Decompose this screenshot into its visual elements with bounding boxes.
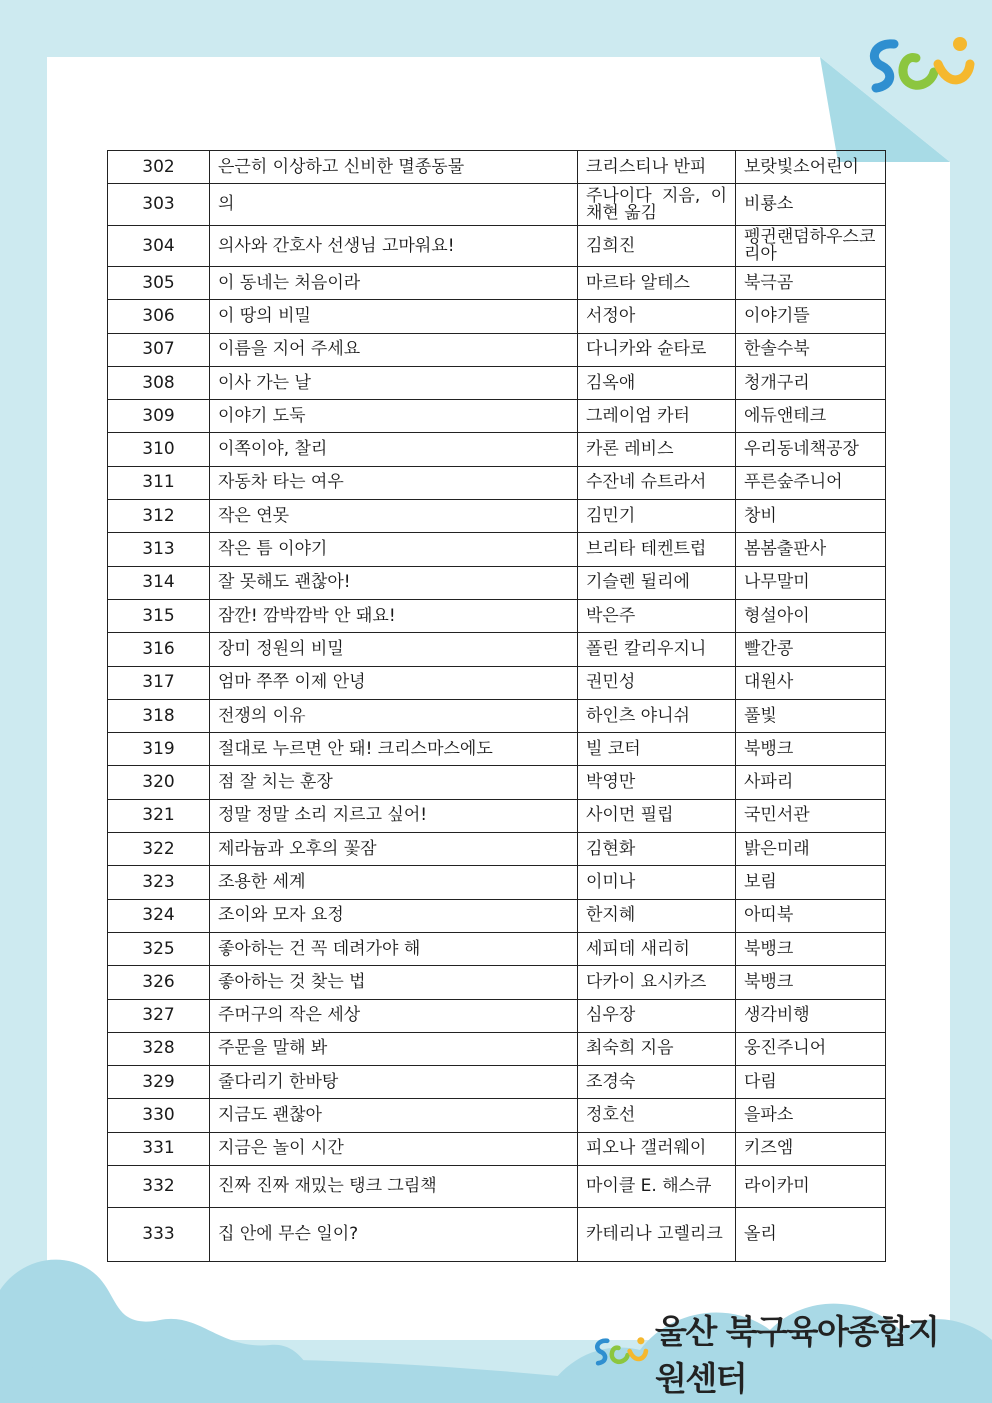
book-title: 제라늄과 오후의 꽃잠 — [210, 833, 578, 866]
book-publisher: 에듀앤테크 — [736, 400, 886, 433]
book-publisher: 형설아이 — [736, 599, 886, 632]
book-title: 작은 연못 — [210, 500, 578, 533]
book-number: 303 — [108, 184, 210, 226]
book-author: 박영만 — [578, 766, 736, 799]
book-author: 이미나 — [578, 866, 736, 899]
book-title: 엄마 쭈쭈 이제 안녕 — [210, 666, 578, 699]
book-publisher: 보랏빛소어린이 — [736, 151, 886, 184]
book-publisher: 북뱅크 — [736, 733, 886, 766]
table-row — [108, 999, 886, 1032]
table-row — [108, 799, 886, 832]
book-title: 좋아하는 것 찾는 법 — [210, 966, 578, 999]
book-publisher: 청개구리 — [736, 366, 886, 399]
table-row — [108, 699, 886, 732]
book-author: 하인츠 야니쉬 — [578, 699, 736, 732]
table-row — [108, 866, 886, 899]
book-title: 점 잘 치는 훈장 — [210, 766, 578, 799]
book-number: 324 — [108, 899, 210, 932]
table-row — [108, 267, 886, 300]
book-number: 330 — [108, 1099, 210, 1132]
table-row — [108, 366, 886, 399]
table-row — [108, 666, 886, 699]
center-logo-icon — [864, 34, 980, 102]
book-publisher: 봄봄출판사 — [736, 533, 886, 566]
book-number: 328 — [108, 1032, 210, 1065]
book-title: 잘 못해도 괜찮아! — [210, 566, 578, 599]
book-author: 김희진 — [578, 226, 736, 267]
book-author: 수잔네 슈트라서 — [578, 466, 736, 499]
table-row — [108, 1166, 886, 1208]
book-author: 다니카와 슌타로 — [578, 333, 736, 366]
table-row — [108, 533, 886, 566]
book-author: 빌 코터 — [578, 733, 736, 766]
book-publisher: 사파리 — [736, 766, 886, 799]
book-publisher: 키즈엠 — [736, 1132, 886, 1165]
book-number: 318 — [108, 699, 210, 732]
book-title: 이름을 지어 주세요 — [210, 333, 578, 366]
book-publisher: 북극곰 — [736, 267, 886, 300]
book-author: 카론 레비스 — [578, 433, 736, 466]
book-number: 312 — [108, 500, 210, 533]
book-number: 315 — [108, 599, 210, 632]
book-title: 장미 정원의 비밀 — [210, 633, 578, 666]
table-row — [108, 899, 886, 932]
book-number: 311 — [108, 466, 210, 499]
book-title: 절대로 누르면 안 돼! 크리스마스에도 — [210, 733, 578, 766]
book-author: 정호선 — [578, 1099, 736, 1132]
book-number: 313 — [108, 533, 210, 566]
book-author: 김현화 — [578, 833, 736, 866]
book-publisher: 창비 — [736, 500, 886, 533]
book-title: 이사 가는 날 — [210, 366, 578, 399]
book-author: 최숙희 지음 — [578, 1032, 736, 1065]
table-row — [108, 766, 886, 799]
book-title: 작은 틈 이야기 — [210, 533, 578, 566]
table-row — [108, 300, 886, 333]
book-number: 307 — [108, 333, 210, 366]
book-publisher: 대원사 — [736, 666, 886, 699]
book-title: 이야기 도둑 — [210, 400, 578, 433]
book-author: 브리타 테켄트럽 — [578, 533, 736, 566]
book-list-table — [107, 150, 886, 1262]
book-number: 327 — [108, 999, 210, 1032]
book-number: 302 — [108, 151, 210, 184]
book-number: 304 — [108, 226, 210, 267]
table-row — [108, 1099, 886, 1132]
book-publisher: 펭귄랜덤하우스코리아 — [736, 226, 886, 267]
table-row — [108, 1032, 886, 1065]
book-title: 은근히 이상하고 신비한 멸종동물 — [210, 151, 578, 184]
book-number: 331 — [108, 1132, 210, 1165]
book-author: 크리스티나 반피 — [578, 151, 736, 184]
book-title: 주머구의 작은 세상 — [210, 999, 578, 1032]
book-author: 서정아 — [578, 300, 736, 333]
book-number: 314 — [108, 566, 210, 599]
book-title: 의 — [210, 184, 578, 226]
book-title: 전쟁의 이유 — [210, 699, 578, 732]
book-title: 자동차 타는 여우 — [210, 466, 578, 499]
book-author: 그레이엄 카터 — [578, 400, 736, 433]
table-row — [108, 400, 886, 433]
book-number: 333 — [108, 1208, 210, 1262]
book-title: 진짜 진짜 재밌는 탱크 그림책 — [210, 1166, 578, 1208]
book-number: 332 — [108, 1166, 210, 1208]
table-row — [108, 1066, 886, 1099]
table-row — [108, 733, 886, 766]
book-number: 316 — [108, 633, 210, 666]
table-row — [108, 500, 886, 533]
book-title: 이쪽이야, 찰리 — [210, 433, 578, 466]
table-row — [108, 1132, 886, 1165]
book-author: 조경숙 — [578, 1066, 736, 1099]
book-author: 박은주 — [578, 599, 736, 632]
book-publisher: 보림 — [736, 866, 886, 899]
book-number: 320 — [108, 766, 210, 799]
book-publisher: 을파소 — [736, 1099, 886, 1132]
book-title: 지금도 괜찮아 — [210, 1099, 578, 1132]
book-number: 323 — [108, 866, 210, 899]
book-publisher: 이야기뜰 — [736, 300, 886, 333]
table-row — [108, 566, 886, 599]
book-number: 308 — [108, 366, 210, 399]
table-row — [108, 599, 886, 632]
book-title: 잠깐! 깜박깜박 안 돼요! — [210, 599, 578, 632]
book-author: 기슬렌 뒬리에 — [578, 566, 736, 599]
book-title: 조이와 모자 요정 — [210, 899, 578, 932]
book-number: 321 — [108, 799, 210, 832]
book-author: 마이클 E. 해스큐 — [578, 1166, 736, 1208]
book-title: 이 동네는 처음이라 — [210, 267, 578, 300]
book-author: 권민성 — [578, 666, 736, 699]
book-publisher: 풀빛 — [736, 699, 886, 732]
book-publisher: 라이카미 — [736, 1166, 886, 1208]
book-publisher: 다림 — [736, 1066, 886, 1099]
table-row — [108, 833, 886, 866]
book-title: 조용한 세계 — [210, 866, 578, 899]
book-author: 사이먼 필립 — [578, 799, 736, 832]
book-number: 309 — [108, 400, 210, 433]
table-row — [108, 433, 886, 466]
footer-brand — [592, 1312, 962, 1398]
book-publisher: 웅진주니어 — [736, 1032, 886, 1065]
book-author: 폴린 칼리우지니 — [578, 633, 736, 666]
table-row — [108, 333, 886, 366]
book-publisher: 생각비행 — [736, 999, 886, 1032]
book-author: 마르타 알테스 — [578, 267, 736, 300]
book-number: 306 — [108, 300, 210, 333]
book-publisher: 북뱅크 — [736, 932, 886, 965]
book-publisher: 한솔수북 — [736, 333, 886, 366]
book-number: 317 — [108, 666, 210, 699]
table-row — [108, 966, 886, 999]
book-publisher: 나무말미 — [736, 566, 886, 599]
table-row — [108, 151, 886, 184]
footer-logo-icon — [592, 1325, 651, 1381]
book-publisher: 비룡소 — [736, 184, 886, 226]
book-publisher: 푸른숲주니어 — [736, 466, 886, 499]
book-number: 310 — [108, 433, 210, 466]
book-title: 이 땅의 비밀 — [210, 300, 578, 333]
book-number: 305 — [108, 267, 210, 300]
book-author: 심우장 — [578, 999, 736, 1032]
book-title: 정말 정말 소리 지르고 싶어! — [210, 799, 578, 832]
book-title: 의사와 간호사 선생님 고마워요! — [210, 226, 578, 267]
book-number: 326 — [108, 966, 210, 999]
book-title: 줄다리기 한바탕 — [210, 1066, 578, 1099]
org-name: 울산 북구육아종합지원센터 — [655, 1312, 939, 1398]
table-row — [108, 226, 886, 267]
book-publisher: 올리 — [736, 1208, 886, 1262]
book-author: 김민기 — [578, 500, 736, 533]
book-number: 329 — [108, 1066, 210, 1099]
table-row — [108, 184, 886, 226]
book-title: 집 안에 무슨 일이? — [210, 1208, 578, 1262]
book-author: 세피데 새리히 — [578, 932, 736, 965]
book-publisher: 밝은미래 — [736, 833, 886, 866]
book-publisher: 아띠북 — [736, 899, 886, 932]
book-author: 주나이다 지음, 이채현 옮김 — [578, 184, 736, 226]
table-row — [108, 633, 886, 666]
book-author: 한지혜 — [578, 899, 736, 932]
book-author: 다카이 요시카즈 — [578, 966, 736, 999]
book-number: 319 — [108, 733, 210, 766]
book-publisher: 국민서관 — [736, 799, 886, 832]
book-number: 325 — [108, 932, 210, 965]
book-publisher: 북뱅크 — [736, 966, 886, 999]
book-author: 카테리나 고렐리크 — [578, 1208, 736, 1262]
book-publisher: 빨간콩 — [736, 633, 886, 666]
book-author: 김옥애 — [578, 366, 736, 399]
book-title: 좋아하는 건 꼭 데려가야 해 — [210, 932, 578, 965]
book-number: 322 — [108, 833, 210, 866]
book-author: 피오나 갤러웨이 — [578, 1132, 736, 1165]
book-title: 주문을 말해 봐 — [210, 1032, 578, 1065]
book-publisher: 우리동네책공장 — [736, 433, 886, 466]
table-row — [108, 932, 886, 965]
table-row — [108, 466, 886, 499]
book-title: 지금은 놀이 시간 — [210, 1132, 578, 1165]
